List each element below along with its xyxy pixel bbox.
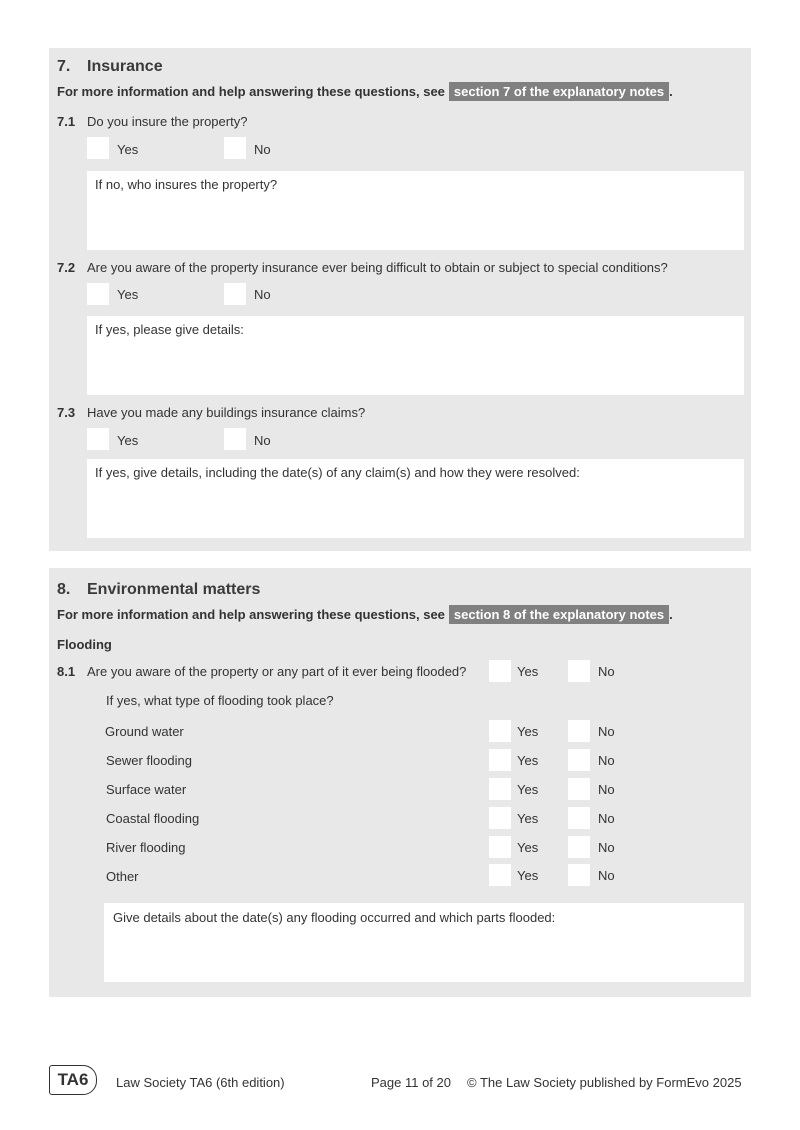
question-8-1-no-label: No: [598, 664, 615, 679]
section-8-panel: [49, 568, 751, 997]
flood-type-river-yes-label: Yes: [517, 840, 539, 855]
question-7-3-yes-checkbox[interactable]: [87, 428, 109, 450]
section-7-title: Insurance: [87, 58, 163, 75]
section-7-number: 7.: [57, 58, 71, 75]
question-7-2-yes-label: Yes: [117, 287, 139, 302]
question-7-1-details-prompt: If no, who insures the property?: [95, 177, 278, 192]
section-8-heading: [57, 581, 260, 599]
question-7-1-details-field[interactable]: [87, 171, 744, 250]
flood-type-river-no-checkbox[interactable]: [568, 836, 590, 858]
flood-type-other-no-checkbox[interactable]: [568, 864, 590, 886]
question-7-3-details-field[interactable]: [87, 459, 744, 538]
question-7-1-text: Do you insure the property?: [87, 114, 248, 129]
section-8-number: 8.: [57, 581, 71, 598]
question-7-3-no-checkbox[interactable]: [224, 428, 246, 450]
footer-page-number: Page 11 of 20: [371, 1075, 451, 1090]
question-7-1-number: 7.1: [57, 114, 76, 129]
flooding-details-prompt: Give details about the date(s) any flooding occurred and which parts flooded:: [113, 910, 556, 925]
section-7-info-text: For more information and help answering these questions, see: [57, 84, 445, 99]
question-7-2-yes-checkbox[interactable]: [87, 283, 109, 305]
section-7-heading: [57, 58, 163, 76]
flood-type-ground-water-yes-checkbox[interactable]: [489, 720, 511, 742]
question-7-2-text: Are you aware of the property insurance ever being difficult to obtain or subject to special conditions?: [87, 260, 668, 275]
flood-type-river-label: River flooding: [106, 840, 186, 855]
question-8-1-number: 8.1: [57, 664, 76, 679]
section-8-title: Environmental matters: [87, 581, 261, 598]
section-7-info-suffix: .: [669, 84, 673, 99]
flood-type-coastal-no-checkbox[interactable]: [568, 807, 590, 829]
flood-type-sewer-yes-label: Yes: [517, 753, 539, 768]
flood-type-coastal-no-label: No: [598, 811, 615, 826]
flood-type-surface-water-label: Surface water: [106, 782, 187, 797]
question-7-3-no-label: No: [254, 433, 271, 448]
flood-type-surface-water-no-checkbox[interactable]: [568, 778, 590, 800]
question-8-1-yes-checkbox[interactable]: [489, 660, 511, 682]
section-8-info-suffix: .: [669, 607, 673, 622]
flood-type-ground-water-no-label: No: [598, 724, 615, 739]
section-8-info-text: For more information and help answering these questions, see: [57, 607, 445, 622]
flood-type-coastal-yes-checkbox[interactable]: [489, 807, 511, 829]
question-7-3-yes-label: Yes: [117, 433, 139, 448]
question-8-1-yes-label: Yes: [517, 664, 539, 679]
question-7-2-no-label: No: [254, 287, 271, 302]
flood-type-surface-water-no-label: No: [598, 782, 615, 797]
question-7-3-number: 7.3: [57, 405, 76, 420]
question-7-2-no-checkbox[interactable]: [224, 283, 246, 305]
flood-type-river-yes-checkbox[interactable]: [489, 836, 511, 858]
question-7-3-details-prompt: If yes, give details, including the date(s) of any claim(s) and how they were resolved:: [95, 465, 580, 480]
flood-type-other-yes-label: Yes: [517, 868, 539, 883]
question-7-1-yes-checkbox[interactable]: [87, 137, 109, 159]
question-7-2-number: 7.2: [57, 260, 76, 275]
flood-type-sewer-yes-checkbox[interactable]: [489, 749, 511, 771]
ta6-logo: TA6: [49, 1065, 97, 1095]
flooding-type-prompt: If yes, what type of flooding took place?: [106, 693, 334, 708]
flood-type-other-yes-checkbox[interactable]: [489, 864, 511, 886]
flood-type-sewer-no-checkbox[interactable]: [568, 749, 590, 771]
flood-type-river-no-label: No: [598, 840, 615, 855]
flood-type-coastal-label: Coastal flooding: [106, 811, 200, 826]
flood-type-surface-water-yes-label: Yes: [517, 782, 539, 797]
flood-type-ground-water-no-checkbox[interactable]: [568, 720, 590, 742]
section-7-info-line: [57, 82, 673, 101]
question-7-1-yes-label: Yes: [117, 142, 139, 157]
question-8-1-text: Are you aware of the property or any part of it ever being flooded?: [87, 664, 467, 679]
question-7-2-details-prompt: If yes, please give details:: [95, 322, 244, 337]
flooding-details-field[interactable]: [104, 903, 744, 982]
flooding-subheading: Flooding: [57, 637, 112, 652]
section-8-notes-link[interactable]: section 8 of the explanatory notes: [449, 605, 669, 624]
question-7-1-no-checkbox[interactable]: [224, 137, 246, 159]
section-8-info-line: [57, 605, 673, 624]
question-7-1-no-label: No: [254, 142, 271, 157]
section-7-panel: [49, 48, 751, 551]
flood-type-coastal-yes-label: Yes: [517, 811, 539, 826]
footer-form-name: Law Society TA6 (6th edition): [116, 1075, 285, 1090]
footer-copyright: © The Law Society published by FormEvo 2025: [467, 1075, 742, 1090]
flood-type-other-no-label: No: [598, 868, 615, 883]
flood-type-sewer-no-label: No: [598, 753, 615, 768]
flood-type-sewer-label: Sewer flooding: [106, 753, 192, 768]
flood-type-ground-water-yes-label: Yes: [517, 724, 539, 739]
question-8-1-no-checkbox[interactable]: [568, 660, 590, 682]
question-7-2-details-field[interactable]: [87, 316, 744, 395]
flood-type-surface-water-yes-checkbox[interactable]: [489, 778, 511, 800]
flood-type-other-label: Other: [106, 869, 139, 884]
section-7-notes-link[interactable]: section 7 of the explanatory notes: [449, 82, 669, 101]
flood-type-ground-water-label: Ground water: [105, 724, 184, 739]
question-7-3-text: Have you made any buildings insurance claims?: [87, 405, 366, 420]
